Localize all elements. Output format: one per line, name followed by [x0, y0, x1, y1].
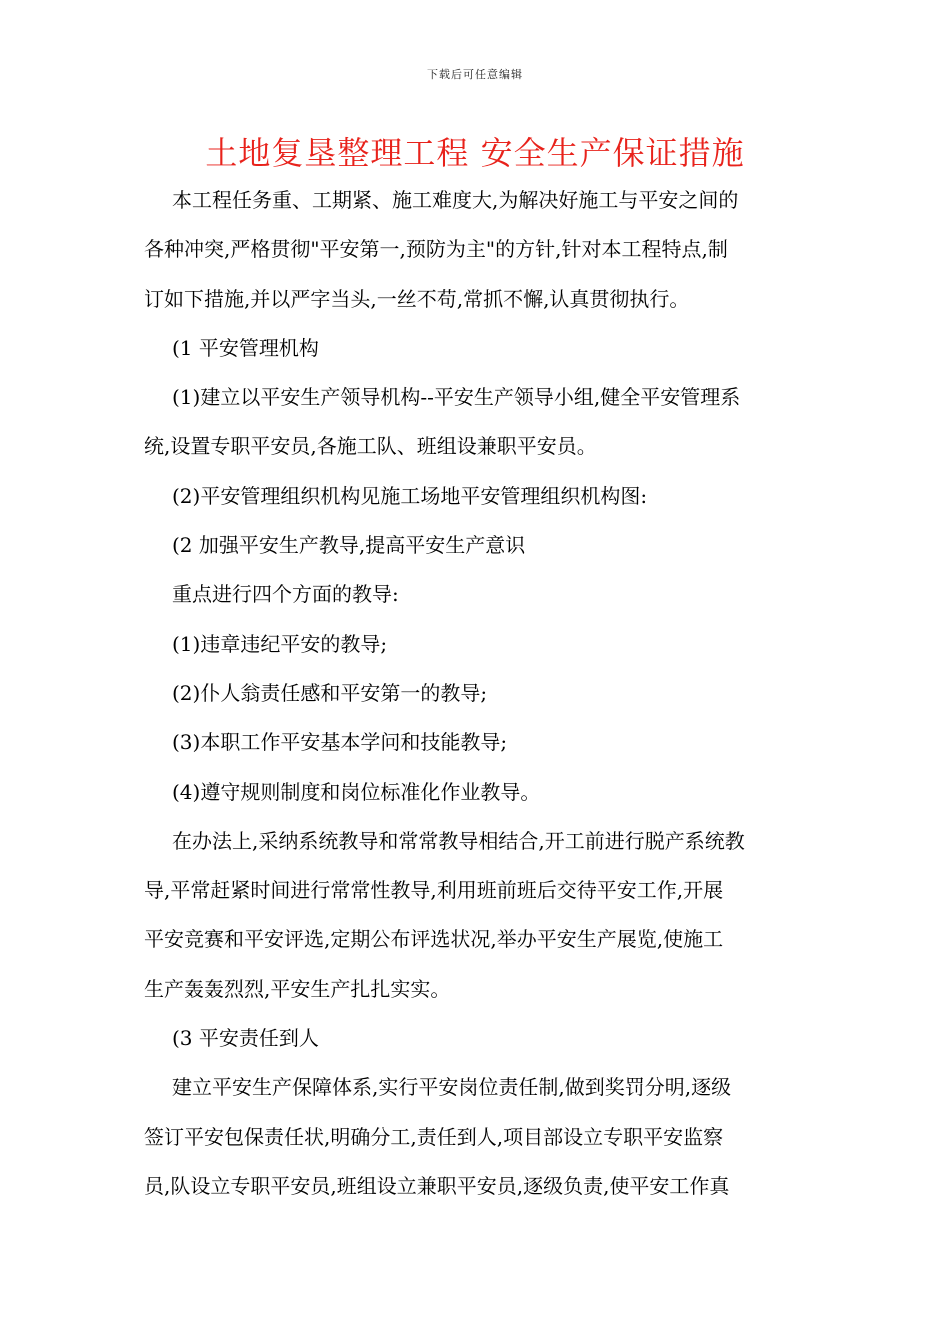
text-line: 订如下措施,并以严字当头,一丝不苟,常抓不懈,认真贯彻执行。 [144, 286, 690, 311]
text-line: 生产轰轰烈烈,平安生产扎扎实实。 [144, 976, 451, 1001]
text-line: (4)遵守规则制度和岗位标准化作业教导。 [172, 779, 541, 804]
document-title: 土地复垦整理工程 安全生产保证措施 [205, 134, 745, 172]
text-line: 本工程任务重、工期紧、施工难度大,为解决好施工与平安之间的 [172, 188, 739, 212]
text-line: (3)本职工作平安基本学问和技能教导; [172, 730, 508, 755]
text-line: (1)建立以平安生产领导机构--平安生产领导小组,健全平安管理系 [172, 385, 741, 410]
text-line: (3 平安责任到人 [172, 1026, 319, 1051]
text-line: 重点进行四个方面的教导: [172, 582, 399, 607]
text-line: 统,设置专职平安员,各施工队、班组设兼职平安员。 [144, 434, 597, 459]
text-line: (1 平安管理机构 [172, 335, 319, 360]
text-line: (2)仆人翁责任感和平安第一的教导; [172, 680, 488, 705]
text-line: 员,队设立专职平安员,班组设立兼职平安员,逐级负责,使平安工作真 [144, 1173, 730, 1198]
text-line: (2 加强平安生产教导,提高平安生产意识 [172, 533, 526, 558]
text-line: 导,平常赶紧时间进行常常性教导,利用班前班后交待平安工作,开展 [144, 878, 724, 903]
text-line: 建立平安生产保障体系,实行平安岗位责任制,做到奖罚分明,逐级 [172, 1075, 732, 1100]
text-line: (2)平安管理组织机构见施工场地平安管理组织机构图: [172, 483, 648, 508]
header-note: 下载后可任意编辑 [427, 68, 523, 81]
text-line: 平安竞赛和平安评选,定期公布评选状况,举办平安生产展览,使施工 [144, 927, 724, 952]
document-body [144, 176, 808, 1211]
text-line: (1)违章违纪平安的教导; [172, 631, 388, 656]
text-line: 各种冲突,严格贯彻"平安第一,预防为主"的方针,针对本工程特点,制 [144, 237, 728, 262]
text-line: 在办法上,采纳系统教导和常常教导相结合,开工前进行脱产系统教 [172, 828, 745, 853]
text-line: 签订平安包保责任状,明确分工,责任到人,项目部设立专职平安监察 [144, 1124, 724, 1149]
